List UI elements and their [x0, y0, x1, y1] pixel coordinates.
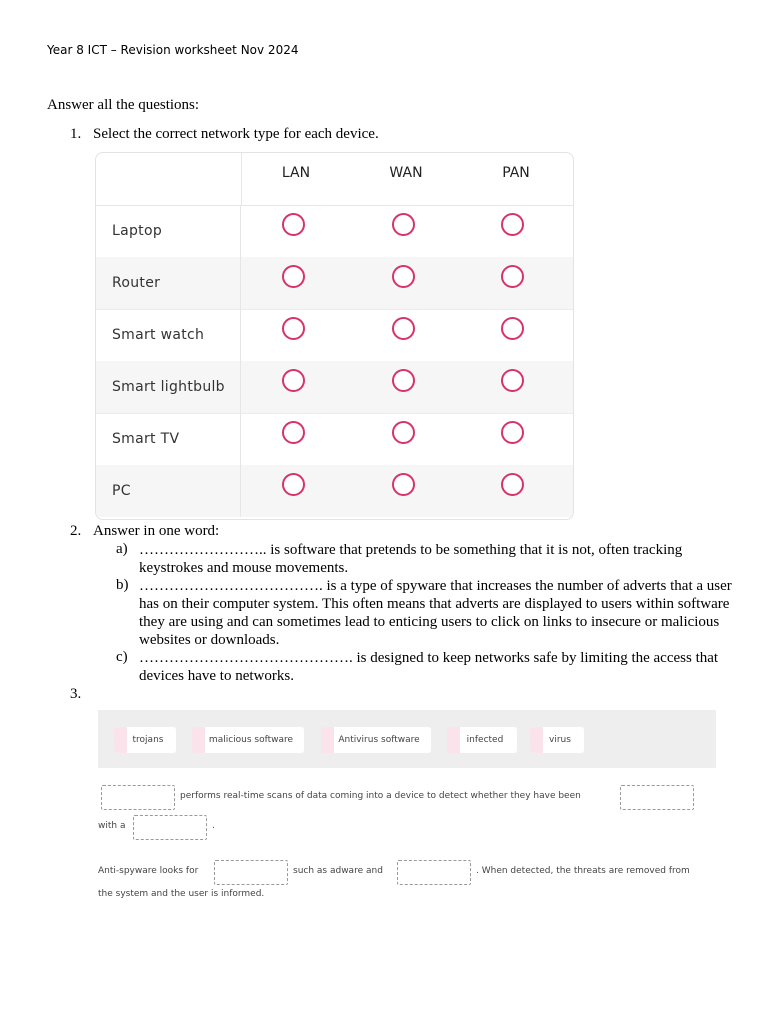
chip-label: malicious software	[208, 735, 294, 745]
sentence-2-text: Anti-spyware looks for	[98, 866, 199, 876]
radio-pc-wan[interactable]	[392, 473, 415, 496]
word-chip-malicious-software[interactable]	[192, 727, 304, 753]
page-header: Year 8 ICT – Revision worksheet Nov 2024	[47, 43, 299, 57]
drop-zone-3[interactable]	[133, 815, 207, 840]
radio-smart-watch-wan[interactable]	[392, 317, 415, 340]
chip-label: virus	[549, 735, 571, 745]
radio-laptop-wan[interactable]	[392, 213, 415, 236]
word-chip-infected[interactable]	[447, 727, 517, 753]
radio-smart-tv-lan[interactable]	[282, 421, 305, 444]
item-label: b)	[116, 577, 129, 593]
radio-smart-tv-wan[interactable]	[392, 421, 415, 444]
question-number: 2.	[70, 523, 82, 539]
item-text: ………………………………. is a type of spyware that increases the number of adverts that a user has on their computer system. This often means that adverts are displayed to users within software they are using and can sometimes lead to enticing users to click on links to insecure or malicious websites or downloads.	[139, 578, 732, 648]
radio-smart-watch-pan[interactable]	[501, 317, 524, 340]
radio-pc-pan[interactable]	[501, 473, 524, 496]
table-row-smart-lightbulb	[96, 361, 573, 414]
item-label: c)	[116, 649, 128, 665]
radio-smart-tv-pan[interactable]	[501, 421, 524, 444]
device-label: Smart watch	[96, 309, 241, 361]
device-label: PC	[96, 465, 241, 517]
radio-smart-watch-lan[interactable]	[282, 317, 305, 340]
sentence-1-text-continued: with a	[98, 821, 126, 831]
word-bank	[98, 710, 716, 768]
item-text: …………………….. is software that pretends to be something that it is not, often tracking keystrokes and mouse movements.	[139, 542, 683, 576]
word-chip-antivirus-software[interactable]	[321, 727, 431, 753]
table-row-pc	[96, 465, 573, 517]
radio-router-lan[interactable]	[282, 265, 305, 288]
drop-zone-5[interactable]	[397, 860, 471, 885]
word-chip-trojans[interactable]	[114, 727, 176, 753]
question-1	[70, 126, 379, 143]
question-2	[70, 523, 219, 540]
drop-zone-2[interactable]	[620, 785, 694, 810]
header-corner-cell	[96, 153, 242, 205]
radio-pc-lan[interactable]	[282, 473, 305, 496]
radio-router-wan[interactable]	[392, 265, 415, 288]
sentence-2-text-final: the system and the user is informed.	[98, 889, 265, 899]
table-header-row	[96, 153, 573, 206]
sentence-1-text: performs real-time scans of data coming into a device to detect whether they have been	[180, 791, 581, 801]
word-chip-virus[interactable]	[530, 727, 584, 753]
radio-smart-lightbulb-wan[interactable]	[392, 369, 415, 392]
chip-label: trojans	[132, 735, 164, 745]
item-label: a)	[116, 541, 128, 557]
drop-zone-4[interactable]	[214, 860, 288, 885]
sentence-2-text-end: . When detected, the threats are removed from	[476, 866, 690, 876]
sentence-1-end: .	[212, 821, 215, 831]
column-header-lan: LAN	[281, 165, 311, 181]
device-label: Laptop	[96, 205, 241, 257]
table-row-smart-watch	[96, 309, 573, 362]
table-row-router	[96, 257, 573, 310]
item-text: ……………………………………. is designed to keep networks safe by limiting the access that devices have to networks.	[139, 650, 719, 684]
network-type-table	[95, 152, 574, 520]
device-label: Router	[96, 257, 241, 309]
table-row-smart-tv	[96, 413, 573, 466]
question-number: 1.	[70, 126, 82, 142]
radio-laptop-pan[interactable]	[501, 213, 524, 236]
radio-smart-lightbulb-pan[interactable]	[501, 369, 524, 392]
device-label: Smart TV	[96, 413, 241, 465]
chip-label: infected	[466, 735, 504, 745]
table-row-laptop	[96, 205, 573, 258]
column-header-wan: WAN	[389, 165, 423, 181]
instructions: Answer all the questions:	[47, 97, 200, 113]
question-text: Answer in one word:	[93, 523, 220, 539]
radio-laptop-lan[interactable]	[282, 213, 305, 236]
column-header-pan: PAN	[502, 165, 530, 181]
drop-zone-1[interactable]	[101, 785, 175, 810]
chip-label: Antivirus software	[338, 735, 420, 745]
radio-smart-lightbulb-lan[interactable]	[282, 369, 305, 392]
device-label: Smart lightbulb	[96, 361, 241, 413]
question-3-number: 3.	[70, 686, 82, 702]
sentence-2-text-middle: such as adware and	[293, 866, 383, 876]
radio-router-pan[interactable]	[501, 265, 524, 288]
question-text: Select the correct network type for each device.	[93, 126, 379, 142]
